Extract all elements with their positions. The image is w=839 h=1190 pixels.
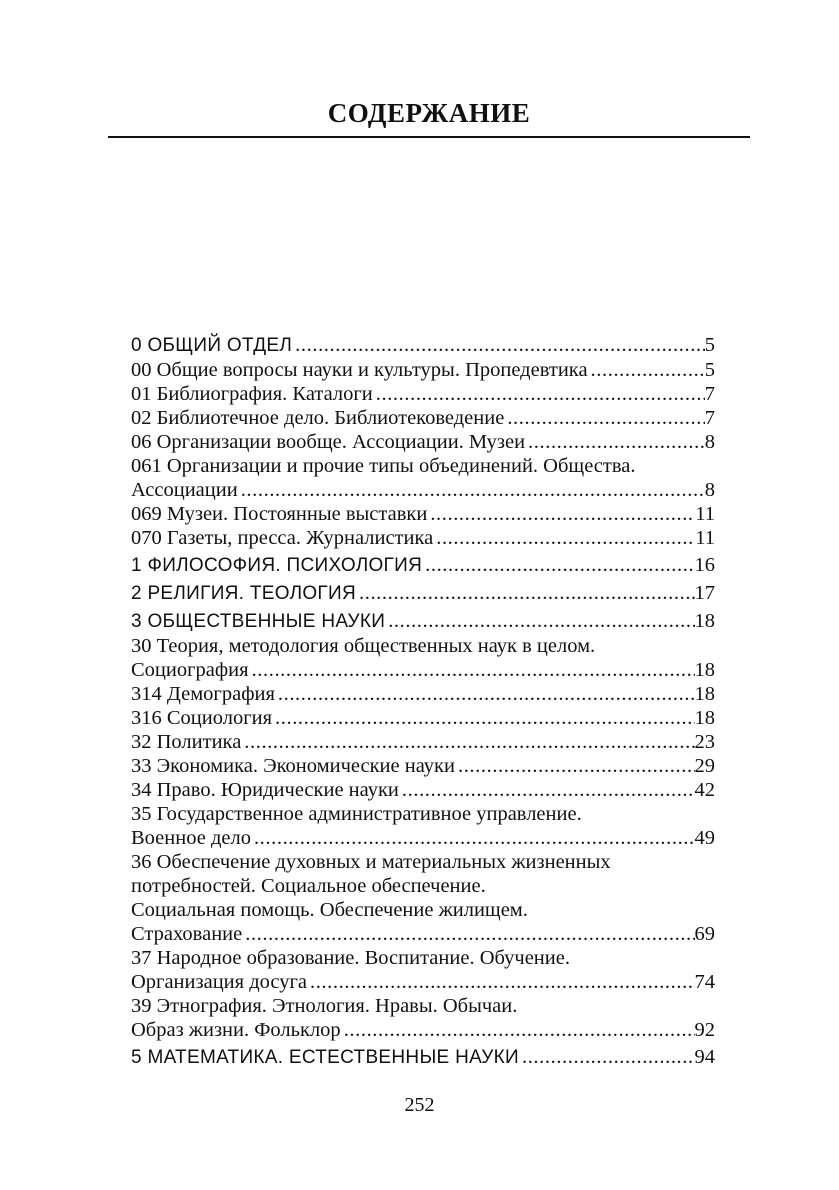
toc-page-number: 5	[704, 334, 715, 356]
toc-entry-title: Образ жизни. Фольклор	[131, 1019, 341, 1041]
toc-entry-title: 34 Право. Юридические науки	[131, 779, 399, 801]
toc-entry	[131, 406, 715, 430]
toc-entry	[131, 502, 715, 526]
toc-entry	[131, 994, 715, 1042]
toc-page-number: 42	[694, 779, 715, 801]
toc-entry-row	[131, 382, 715, 406]
toc-page-number: 18	[694, 707, 715, 729]
toc-page-number: 18	[694, 659, 715, 681]
dot-leader	[399, 778, 695, 802]
toc-entry-title: Страхование	[131, 923, 243, 945]
toc-entry-title: Социография	[131, 659, 249, 681]
page-title: СОДЕРЖАНИЕ	[327, 98, 531, 128]
toc-page-number: 16	[694, 554, 715, 576]
toc-entry	[131, 850, 715, 946]
toc-entry	[131, 706, 715, 730]
toc-entry	[131, 333, 715, 358]
dot-leader	[422, 553, 694, 577]
dot-leader	[385, 609, 694, 633]
toc-entry-title: 2 РЕЛИГИЯ. ТЕОЛОГИЯ	[131, 583, 356, 604]
toc-page-number: 7	[704, 383, 715, 405]
toc-entry-title-line: 37 Народное образование. Воспитание. Обучение.	[131, 947, 570, 969]
toc-entry	[131, 946, 715, 994]
toc-entry	[131, 382, 715, 406]
toc-entry	[131, 802, 715, 850]
toc-page-number: 7	[704, 407, 715, 429]
toc-entry-title-line: 35 Государственное административное управление.	[131, 803, 582, 825]
toc-entry-row	[131, 430, 715, 454]
toc-entry	[131, 682, 715, 706]
toc-page-number: 17	[694, 582, 715, 604]
toc-entry	[131, 581, 715, 606]
toc-page-number: 8	[704, 431, 715, 453]
toc-entry-row	[131, 358, 715, 382]
dot-leader	[356, 581, 695, 605]
dot-leader	[292, 333, 705, 357]
toc-entry	[131, 430, 715, 454]
toc-page-number: 49	[694, 827, 715, 849]
toc-page-number: 23	[694, 731, 715, 753]
toc-entry-title: 069 Музеи. Постоянные выставки	[131, 503, 428, 525]
toc-entry-row	[131, 526, 715, 550]
dot-leader	[373, 382, 705, 406]
toc-entry-row	[131, 922, 715, 946]
dot-leader	[341, 1018, 695, 1042]
toc-entry-title-line: Социальная помощь. Обеспечение жилищем.	[131, 899, 528, 921]
table-of-contents	[131, 333, 715, 1070]
toc-entry-row	[131, 333, 715, 358]
toc-entry-row	[131, 502, 715, 526]
toc-entry-title: 5 МАТЕМАТИКА. ЕСТЕСТВЕННЫЕ НАУКИ	[131, 1047, 519, 1068]
toc-entry	[131, 454, 715, 502]
toc-page-number: 8	[704, 479, 715, 501]
dot-leader	[307, 970, 695, 994]
toc-entry-row	[131, 1045, 715, 1070]
dot-leader	[433, 526, 695, 550]
toc-entry-row	[131, 581, 715, 606]
toc-page-number: 11	[695, 503, 715, 525]
toc-entry-title-line: 30 Теория, методология общественных наук в целом.	[131, 635, 596, 657]
toc-entry-title: 3 ОБЩЕСТВЕННЫЕ НАУКИ	[131, 611, 386, 632]
toc-page-number: 94	[694, 1046, 715, 1068]
toc-entry-row	[131, 658, 715, 682]
toc-entry-title: Военное дело	[131, 827, 251, 849]
toc-entry-row	[131, 970, 715, 994]
toc-page-number: 74	[694, 971, 715, 993]
toc-entry-title: 33 Экономика. Экономические науки	[131, 755, 455, 777]
dot-leader	[525, 430, 705, 454]
toc-entry	[131, 1045, 715, 1070]
toc-entry-row	[131, 778, 715, 802]
dot-leader	[241, 730, 694, 754]
toc-entry	[131, 553, 715, 578]
toc-page-number: 11	[695, 527, 715, 549]
toc-entry	[131, 609, 715, 634]
toc-page-number: 69	[694, 923, 715, 945]
toc-entry-title: 070 Газеты, пресса. Журналистика	[131, 527, 434, 549]
toc-entry-row	[131, 406, 715, 430]
dot-leader	[504, 406, 704, 430]
dot-leader	[272, 706, 694, 730]
toc-page-number: 18	[694, 683, 715, 705]
dot-leader	[275, 682, 695, 706]
dot-leader	[519, 1045, 695, 1069]
toc-page-number: 18	[694, 610, 715, 632]
toc-entry-title-line: потребностей. Социальное обеспечение.	[131, 875, 486, 897]
toc-entry-title: 314 Демография	[131, 683, 275, 705]
dot-leader	[455, 754, 695, 778]
toc-entry-row	[131, 754, 715, 778]
toc-entry-title-line: 39 Этнография. Этнология. Нравы. Обычаи.	[131, 995, 518, 1017]
toc-entry	[131, 358, 715, 382]
toc-entry	[131, 778, 715, 802]
dot-leader	[588, 358, 705, 382]
toc-entry-row	[131, 706, 715, 730]
toc-entry-title: Ассоциации	[131, 479, 238, 501]
dot-leader	[242, 922, 694, 946]
toc-entry	[131, 754, 715, 778]
toc-entry-title: 32 Политика	[131, 731, 242, 753]
toc-entry-title: 1 ФИЛОСОФИЯ. ПСИХОЛОГИЯ	[131, 555, 423, 576]
toc-entry	[131, 526, 715, 550]
toc-entry-title: 0 ОБЩИЙ ОТДЕЛ	[131, 335, 293, 356]
toc-entry-title-line: 36 Обеспечение духовных и материальных жизненных	[131, 851, 611, 873]
toc-entry-row	[131, 478, 715, 502]
toc-entry-title-line: 061 Организации и прочие типы объединений. Общества.	[131, 455, 636, 477]
toc-page-number: 5	[704, 359, 715, 381]
toc-entry-title: 316 Социология	[131, 707, 273, 729]
toc-entry	[131, 730, 715, 754]
title-divider	[108, 136, 750, 138]
toc-entry-row	[131, 609, 715, 634]
toc-entry-title: 01 Библиография. Каталоги	[131, 383, 373, 405]
toc-page-number: 29	[694, 755, 715, 777]
toc-entry-row	[131, 730, 715, 754]
dot-leader	[238, 478, 705, 502]
toc-entry	[131, 634, 715, 682]
toc-entry-row	[131, 553, 715, 578]
dot-leader	[251, 826, 695, 850]
toc-entry-row	[131, 682, 715, 706]
toc-entry-title: 06 Организации вообще. Ассоциации. Музеи	[131, 431, 526, 453]
toc-entry-row	[131, 826, 715, 850]
dot-leader	[249, 658, 695, 682]
toc-entry-row	[131, 1018, 715, 1042]
toc-entry-title: Организация досуга	[131, 971, 307, 993]
toc-entry-title: 02 Библиотечное дело. Библиотековедение	[131, 407, 505, 429]
page-number: 252	[404, 1094, 435, 1116]
toc-page-number: 92	[694, 1019, 715, 1041]
toc-entry-title: 00 Общие вопросы науки и культуры. Пропедевтика	[131, 359, 588, 381]
dot-leader	[427, 502, 695, 526]
